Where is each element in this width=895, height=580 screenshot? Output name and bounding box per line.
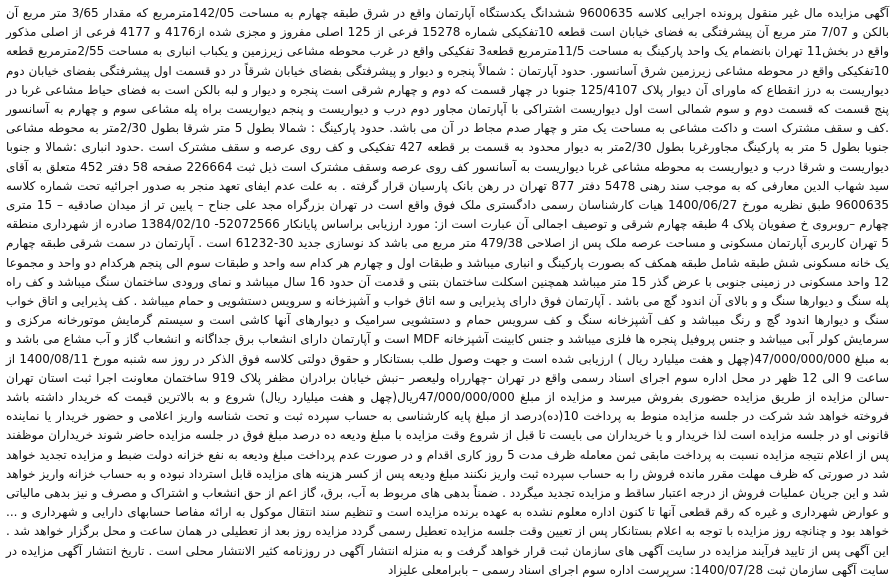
notice-body: آگهی مزایده مال غیر منقول پرونده اجرایی کلاسه 9600635 ششدانگ یکدستگاه آپارتمان واقع در شرق طبقه چهارم به مساحت 142/05مترمربع که مقدار 3/65 متر مربع آن بالکن و 7/07 متر مربع آن پیشرفتگی به فضای خیابان است قطعه 10تفکیکی شماره 15278 فرعی از 125 اصلی مفروز و مجزی شده از4176 و 4177 فرعی از اصلی مذکور واقع در بخش11 تهران بانضمام یک واحد پارکینگ به مساحت 11/5مترمربع قطعه3 تفکیکی واقع در غرب محوطه مشاعی زیرزمین و یکباب انباری به مساحت 2/55مترمربع قطعه 10تفکیکی واقع در محوطه مشاعی زیرزمین شرق آسانسور. حدود آپارتمان : شمالاً پنجره و دیوار و پیشرفتگی بفضای خیابان شرقاً در دو قسمت اول پیشرفتگی بفضای خیابان دوم دیواریست به درز انقطاع که ماورای آن دیوار پلاک 125/4107 جنوبا در چهار قسمت که دوم و چهارم شرقی است پنجره و دیوار و لبه بالکن است به فضای حیاط مشاعی غربا در پنج قسمت که قسمت دوم و سوم شمالی است اول دیواریست اشتراکی با آپارتمان مجاور دوم درب و دیواریست و پنجم دیواریست براه پله مشاعی سوم و چهارم به آسانسور .کف و سقف مشترک است و داکت مشاعی به مساحت یک متر و چهار صدم مجاط در آن می باشد. حدود پارکینگ : شمالا بطول 5 متر شرقا بطول 2/30متر به محوطه مشاعی جنوبا بطول 5 متر به پارکینگ مجاورغربا بطول 2/30متر به دیوار محدود به قسمت بر قطعه 427 تفکیکی و کف روی عرصه و سقف مشترک است .حدود انباری :شمالا و جنوبا دیواریست و شرقا درب و دیواریست به محوطه مشاعی غربا دیواریست به آسانسور کف روی عرصه وسقف مشترک است ذیل ثبت 226664 صفحه 58 دفتر 452 متعلق به آقای سید شهاب الدین معارفی که به موجب سند رهنی 5478 دفتر 877 تهران در رهن بانک پارسیان قرار گرفته . به علت عدم ایفای تعهد منجر به صدور اجرائیه تحت شماره کلاسه 9600635 طبق نظریه مورخ 1400/06/27 هیات کارشناسان رسمی دادگستری ملک فوق واقع است در تهران بزرگراه مجد علی جناح – پایین تر از میدان صادقیه – 15 متری چهارم –روبروی خ صفویان پلاک 4 طبقه چهارم شرقی و توصیف اجمالی آن عبارت است از: مورد ارزیابی براساس پایانکار 52072566- 1384/02/10 صادره از شهرداری منطقه 5 تهران کاربری آپارتمان مسکونی و مساحت عرصه ملک پس از اصلاحی 479/38 متر مربع می باشد کد نوسازی جدید 30-61232 است . آپارتمان در سمت شرقی طبقه چهارم یک خانه مسکونی شش طبقه شامل طبقه همکف که بصورت پارکینگ و انباری میباشد و طبقات اول و چهارم هر کدام سه واحد و طبقات سوم الی پنجم هرکدام دو واحد و مجموعا 12 واحد مسکونی در زمینی جنوبی با عرض گذر 15 متر میباشد همچنین اسکلت ساختمان بتنی و قدمت آن حدود 16 سال میباشد و نمای ورودی ساختمان سنگ میباشد و کف راه پله سنگ و دیوارها سنگ و و بالای آن اندود گچ می باشد . آپارتمان فوق دارای پذیرایی و سه اتاق خواب و آشپزخانه و سرویس دستشویی و حمام میباشد . کف پذیرایی و اتاق خواب سنگ و دیوارها اندود گچ و رنگ میباشد و کف آشپزخانه سنگ و کف سرویس حمام و دستشویی سرامیک و دیوارهای آنها کاشی است و سیستم گرمایش موتورخانه مرکزی و سرمایش کولر آبی میباشد و جنس پروفیل پنجره ها فلزی میباشد و جنس کابینت آشپزخانه MDF است و آپارتمان دارای انشعاب برق جداگانه و انشعاب گاز و آب مشاع می باشد و به مبلغ 47/000/000/000(چهل و هفت میلیارد ریال ) ارزیابی شده است و جهت وصول طلب بستانکار و حقوق دولتی کلاسه فوق الذکر در روز سه شنبه مورخ 1400/08/11 از ساعت 9 الی 12 ظهر در محل اداره سوم اجرای اسناد رسمی واقع در تهران -چهارراه ولیعصر –نبش خیابان برادران مظفر پلاک 919 ساختمان معاونت اجرا ثبت استان تهران -سالن مزایده از طریق مزایده حضوری بفروش میرسد و مزایده از مبلغ 47/000/000/000ریال(چهل و هفت میلیارد ریال) شروع و به بالاترین قیمت که خریدار داشته باشد فروخته خواهد شد شرکت در جلسه مزایده منوط به پرداخت 10(ده)درصد از مبلغ پایه کارشناسی به حساب سپرده ثبت و تحت شناسه واریز اعلامی و حضور خریدار یا نماینده قانونی او در جلسه مزایده است لذا خریدار و یا خریداران می بایست تا قبل از شروع وقت مزایده با مبلغ ودیعه ده درصد مبلغ فوق در جلسه مزایده حاضر شوند خریداران موظفند پس از اعلام نتیجه مزایده نسبت به پرداخت مابقی ثمن معامله ظرف مدت 5 روز کاری اقدام و در صورت عدم پرداخت مبلغ ودیعه به نفع خزانه دولت ضبط و مزایده تجدید خواهد شد در صورتی که ظرف مهلت مقرر مانده فروش را به حساب سپرده ثبت واریز نکنند مبلغ ودیعه پس از کسر هزینه های مزایده قابل استرداد نبوده و به حساب خزانه واریز خواهد شد و این جریان عملیات فروش از درجه اعتبار ساقط و مزایده تجدید میگردد . ضمناً بدهی های مربوط به آب، برق، گاز اعم از حق انشعاب و اشتراک و مصرف و نیز بدهی مالیاتی و عوارض شهرداری و غیره که رقم قطعی آنها تا کنون اداره معلوم نشده به عهده برنده مزایده است و تنظیم سند انتقال موکول به ارائه مفاصا حسابهای دارایی و شهرداری و ... خواهد بود و چنانچه روز مزایده با توجه به اعلام بستانکار پس از تعیین وقت جلسه مزایده تعطیل رسمی گردد مزایده روز بعد از تعطیلی در همان ساعت و محل برگزار خواهد شد . این آگهی پس از تایید فرآیند مزایده در سایت آگهی های سازمان ثبت قرار خواهد گرفت و به منزله انتشار آگهی در روزنامه کثیر الانتشار محلی است . تاریخ انتشار آگهی مزایده در سایت آگهی سازمان ثبت 1400/07/28: xyxy=(6,6,890,577)
notice-signature: سرپرست اداره سوم اجرای اسناد رسمی – بابرامعلی علیزاد xyxy=(387,562,687,577)
